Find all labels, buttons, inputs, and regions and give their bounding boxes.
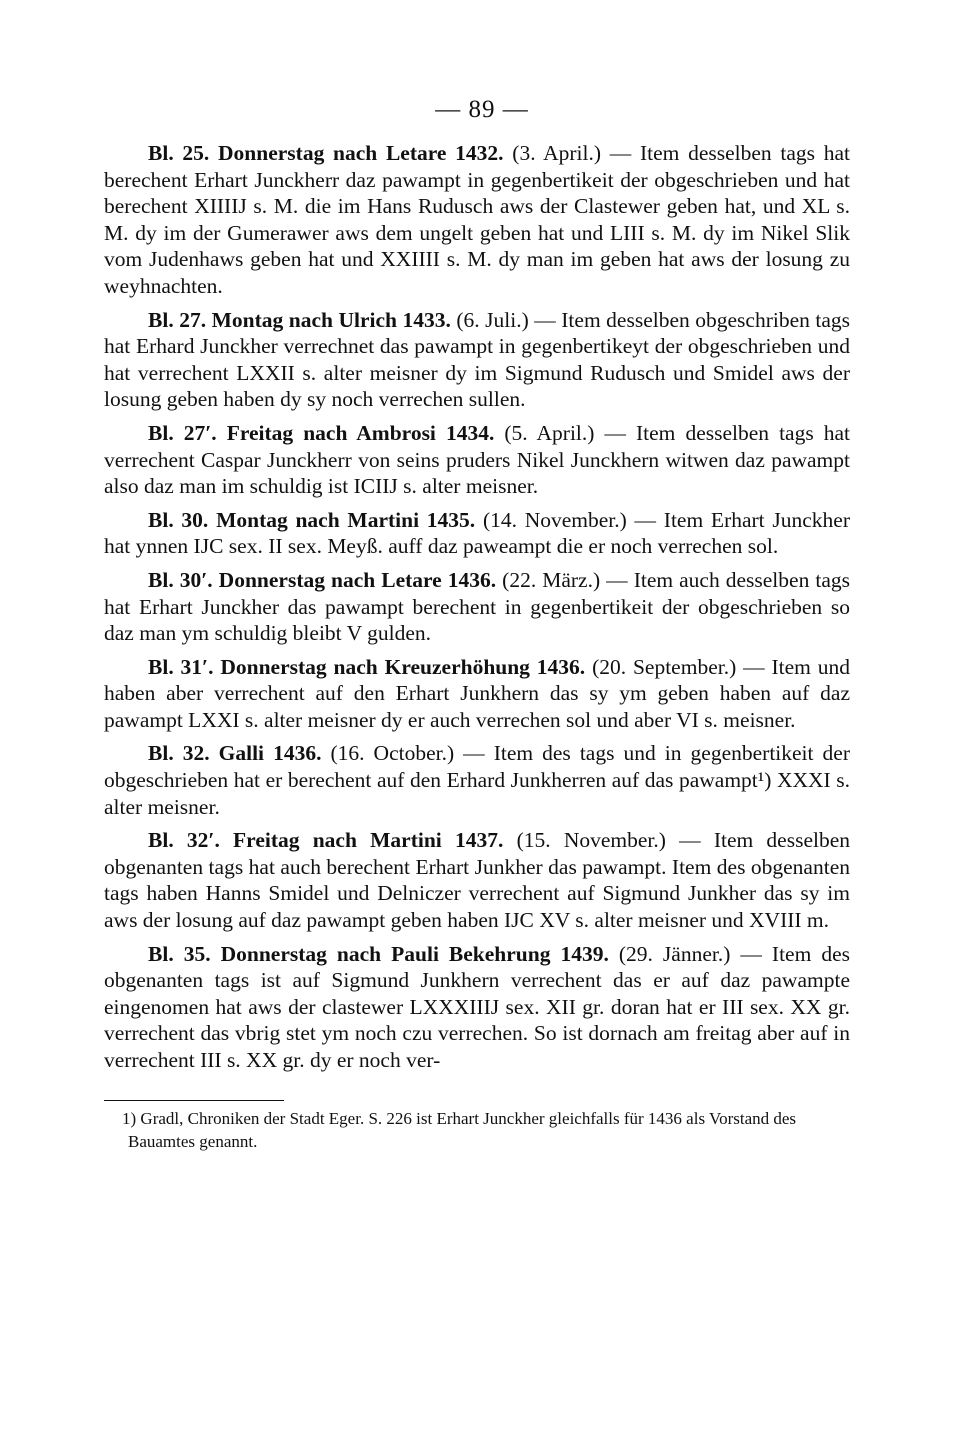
entry-ref: Bl. 30′. [148, 567, 213, 592]
entry-date: Montag nach Martini 1435. [216, 507, 476, 532]
entry-ref: Bl. 27. [148, 307, 207, 332]
entry-ref: Bl. 35. [148, 941, 211, 966]
footnote-divider [104, 1100, 284, 1101]
entry-date: Donnerstag nach Kreuzerhöhung 1436. [220, 654, 586, 679]
entry [104, 740, 850, 820]
entry [104, 507, 850, 560]
entry-ref: Bl. 32. [148, 741, 210, 766]
entry-date: Donnerstag nach Letare 1432. [218, 141, 504, 165]
entry [104, 567, 850, 647]
entry [104, 420, 850, 500]
entry-date: Montag nach Ulrich 1433. [211, 307, 451, 332]
entry-ref: Bl. 27′. [148, 420, 217, 445]
entry [104, 654, 850, 734]
entry-text: (29. Jänner.) — Item des obgenanten tags ist auf Sigmund Junkhern verrechent das er auf daz pawampte eingenomen hat aws der clastewer LXXXIIIJ sex. XII gr. doran hat er III sex. XX gr. verrechent das vbrig stet ym noch czu verrechen. So ist dornach am freitag aber auf in verrechent III s. XX gr. dy er noch ver- [104, 941, 850, 1072]
footnote: 1) Gradl, Chroniken der Stadt Eger. S. 226 ist Erhart Junckher gleichfalls für 1436 als Vorstand des Bauamtes genannt. [122, 1108, 797, 1151]
entries-list [104, 140, 850, 1074]
entry-text: (15. November.) — Item desselben obgenanten tags hat auch berechent Erhart Junkher das pawampt. Item des obgenanten tags haben Hanns Smidel und Delniczer verrechent auf Sigmund Junkher das sy im aws der losung auf daz pawampt geben haben IJC XV s. alter meisner und XVIII m. [104, 828, 851, 933]
entry-text: (20. September.) — Item und haben aber verrechent auf den Erhart Junkhern das sy ym geben haben auf daz pawampt LXXI s. alter meisner dy er auch verrechen sol und aber VI s. meisner. [104, 654, 850, 732]
entry [104, 307, 850, 413]
entry-ref: Bl. 31′. [148, 654, 214, 679]
entry-text: (16. October.) — Item des tags und in gegenbertikeit der obgeschrieben hat er berechent auf den Erhard Junkherren auf das pawampt¹) XXXI s. alter meisner. [104, 741, 850, 819]
entry-date: Donnerstag nach Letare 1436. [218, 567, 497, 592]
entry [104, 827, 850, 933]
entry [104, 941, 850, 1074]
entry-date: Freitag nach Martini 1437. [233, 828, 504, 853]
entry-date: Donnerstag nach Pauli Bekehrung 1439. [220, 941, 609, 966]
entry-text: (5. April.) — Item desselben tags hat verrechent Caspar Junckherr von seins pruders Nikel Junckhern witwen daz pawampt also daz man im schuldig ist ICIIJ s. alter meisner. [104, 420, 851, 499]
entry-text: (22. März.) — Item auch desselben tags hat Erhart Junckher das pawampt berechent in gegenbertikeit der obgeschrieben so daz man ym schuldig bleibt V gulden. [104, 567, 850, 646]
entry-text: (3. April.) — Item desselben tags hat berechent Erhart Junckherr daz pawampt in gegenbertikeit der obgeschrieben und hat berechent XIIIIJ s. M. die im Hans Rudusch aws der Clastewer geben hat, und XL s. M. dy im der Gumerawer aws dem ungelt geben hat und LIII s. M. dy im Nikel Slik vom Judenhaws geben hat und XXIIII s. M. dy man im geben hat aws der losung zu weyhnachten. [104, 141, 850, 298]
entry-ref: Bl. 32′. [148, 828, 220, 853]
entry-text: (14. November.) — Item Erhart Junckher hat ynnen IJC sex. II sex. Meyß. auff daz paweampt die er noch verrechen sol. [104, 507, 851, 559]
entry-date: Galli 1436. [218, 741, 322, 766]
entry-ref: Bl. 30. [148, 507, 209, 532]
entry [104, 140, 850, 300]
page-number: — 89 — [435, 96, 529, 123]
entry-ref: Bl. 25. [148, 141, 210, 165]
entry-date: Freitag nach Ambrosi 1434. [226, 420, 495, 445]
entry-text: (6. Juli.) — Item desselben obgeschriben tags hat Erhard Junckher verrechnet das pawampt in gegenbertikeyt der obgeschrieben und hat verrechent LXXII s. alter meisner dy im Sigmund Rudusch und Smidel aws der losung geben haben dy sy noch verrechen sullen. [104, 307, 851, 412]
